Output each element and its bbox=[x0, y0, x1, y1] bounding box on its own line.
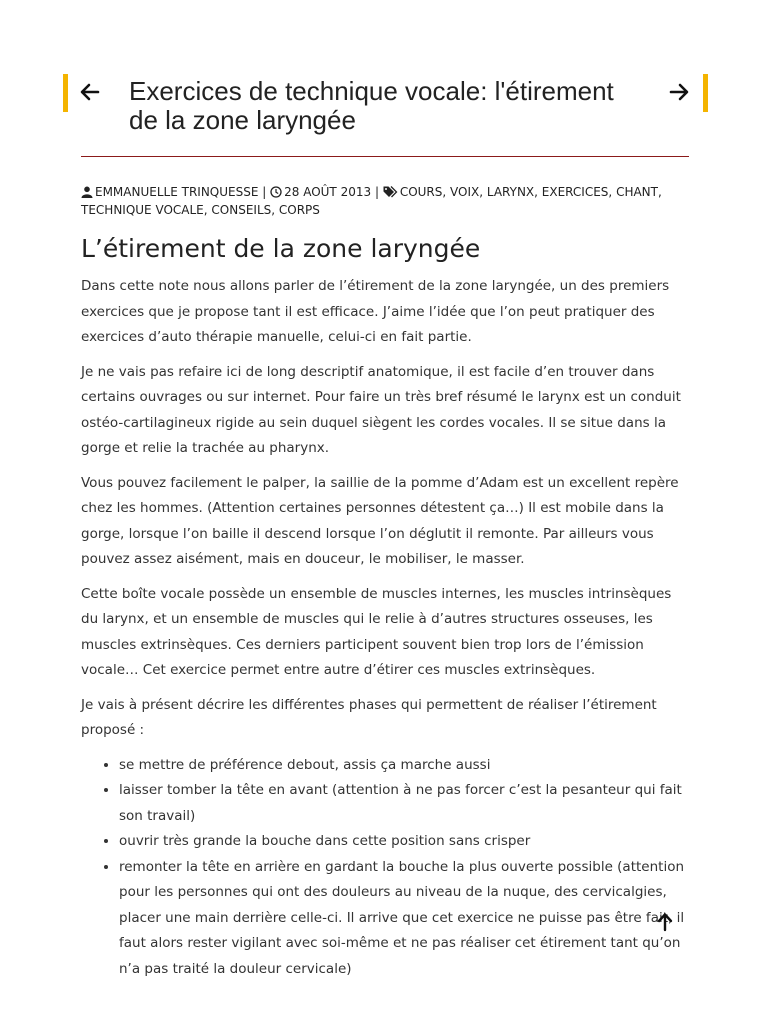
post-meta: EMMANUELLE TRINQUESSE | 28 AOÛT 2013 | COURS, VOIX, LARYNX, EXERCICES, CHANT, TECHNIQUE VOCALE, CONSEILS, CORPS bbox=[81, 185, 662, 217]
accent-bar-left bbox=[63, 74, 68, 112]
arrow-right-icon[interactable] bbox=[667, 80, 691, 104]
tag-link[interactable]: EXERCICES bbox=[541, 185, 609, 199]
steps-list bbox=[81, 753, 689, 983]
meta-separator: | bbox=[262, 185, 267, 199]
tag-link[interactable]: COURS bbox=[399, 185, 443, 199]
author-link[interactable]: EMMANUELLE TRINQUESSE bbox=[95, 185, 259, 199]
tag-link[interactable]: TECHNIQUE VOCALE bbox=[81, 203, 204, 217]
tag-link[interactable]: CHANT bbox=[616, 185, 658, 199]
meta-separator: | bbox=[374, 185, 379, 199]
article-paragraph: Dans cette note nous allons parler de l’étirement de la zone laryngée, un des premiers exercices que je propose tant il est efficace. J’aime l’idée que l’on peut pratiquer des exercices d’auto thérapie manuelle, celui-ci en fait partie. bbox=[81, 278, 670, 345]
tag-link[interactable]: CORPS bbox=[278, 203, 320, 217]
arrow-left-icon[interactable] bbox=[78, 80, 102, 104]
article-body bbox=[81, 232, 689, 982]
tag-link[interactable]: LARYNX bbox=[486, 185, 535, 199]
tag-link[interactable]: VOIX bbox=[450, 185, 480, 199]
post-date[interactable]: 28 AOÛT 2013 bbox=[284, 185, 372, 199]
tag-link[interactable]: CONSEILS bbox=[211, 203, 272, 217]
accent-bar-right bbox=[703, 74, 708, 112]
article-paragraph: Je ne vais pas refaire ici de long descriptif anatomique, il est facile d’en trouver dans certains ouvrages ou sur internet. Pour faire un très bref résumé le larynx est un conduit ostéo-cartilagineux rigide au sein duquel siègent les cordes vocales. Il se situe dans la gorge et relie la trachée au pharynx. bbox=[81, 363, 681, 456]
user-icon bbox=[81, 185, 95, 199]
step-item: • remonter la tête en arrière en gardant la bouche la plus ouverte possible (attention pour les personnes qui ont des douleurs au niveau de la nuque, des cervicalgies, placer une main derrière celle-ci. Il arrive que cet exercice ne puisse pas être fait, il faut alors rester vigilant avec soi-même et ne pas réaliser cet étirement tant qu’on n’a pas traité la douleur cervicale) bbox=[119, 855, 689, 983]
post-header bbox=[0, 70, 768, 150]
step-item: • laisser tomber la tête en avant (attention à ne pas forcer c’est la pesanteur qui fait son travail) bbox=[119, 778, 689, 829]
article-paragraph: Je vais à présent décrire les différentes phases qui permettent de réaliser l’étirement proposé : bbox=[81, 696, 657, 738]
header-divider bbox=[81, 156, 689, 157]
arrow-up-icon[interactable] bbox=[656, 912, 674, 932]
article-heading: L’étirement de la zone laryngée bbox=[81, 234, 481, 263]
step-item: • se mettre de préférence debout, assis ça marche aussi bbox=[119, 753, 689, 779]
article-paragraph: Vous pouvez facilement le palper, la saillie de la pomme d’Adam est un excellent repère chez les hommes. (Attention certaines personnes détestent ça…) Il est mobile dans la gorge, lorsque l’on baille il descend lorsque l’on déglutit il remonte. Par ailleurs vous pouvez assez aisément, mais en douceur, le mobiliser, le masser. bbox=[81, 474, 679, 567]
post-title: Exercices de technique vocale: l'étirement de la zone laryngée bbox=[129, 76, 614, 135]
clock-icon bbox=[270, 185, 284, 199]
tags-icon bbox=[383, 185, 400, 199]
step-item: • ouvrir très grande la bouche dans cette position sans crisper bbox=[119, 829, 689, 855]
article-paragraph: Cette boîte vocale possède un ensemble de muscles internes, les muscles intrinsèques du larynx, et un ensemble de muscles qui le relie à d’autres structures osseuses, les muscles extrinsèques. Ces derniers participent souvent bien trop lors de l’émission vocale… Cet exercice permet entre autre d’étirer ces muscles extrinsèques. bbox=[81, 585, 672, 678]
